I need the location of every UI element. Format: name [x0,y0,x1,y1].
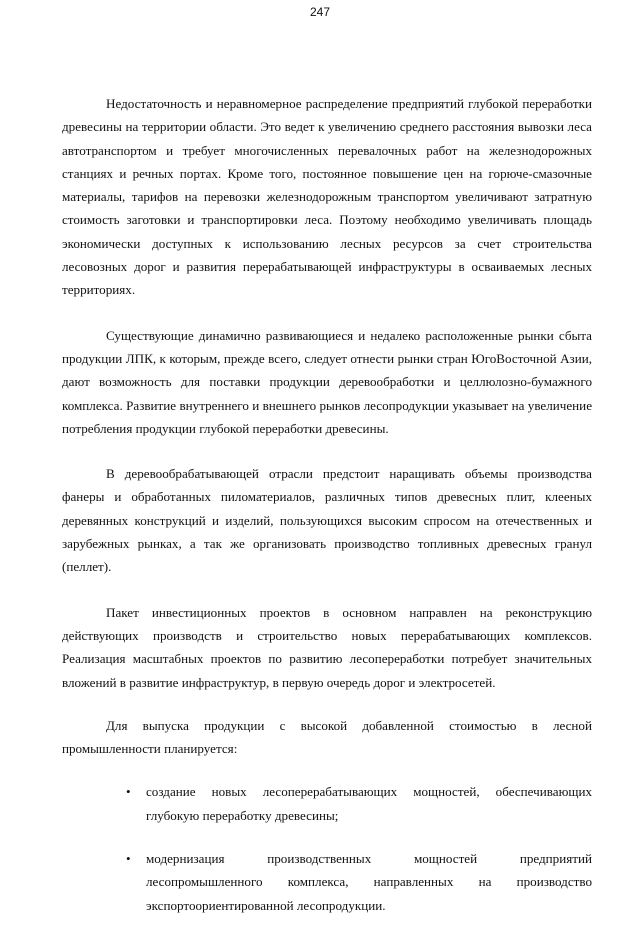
list-item [62,780,592,827]
paragraph-infrastructure: Недостаточность и неравномерное распределение предприятий глубокой переработки древесины на территории области. Это ведет к увеличению среднего расстояния вывозки леса автотранспортом и требует многочисленных перевалочных работ на железнодорожных станциях и речных портах. Кроме того, постоянное повышение цен на горюче-смазочные материалы, тарифов на перевозки железнодорожным транспортом увеличивают затратную стоимость заготовки и транспортировки леса. Поэтому необходимо увеличивать площадь экономически доступных к использованию лесных ресурсов за счет строительства лесовозных дорог и развития перерабатывающей инфраструктуры в осваиваемых лесных территориях. [62,96,592,298]
paragraph-plan-intro: Для выпуска продукции с высокой добавленной стоимостью в лесной промышленности планируется: [62,717,592,757]
list-item-text: создание новых лесоперерабатывающих мощностей, обеспечивающих глубокую переработку древесины; [146,784,592,823]
bullet-icon: • [126,851,131,867]
paragraph-woodworking: В деревообрабатывающей отрасли предстоит наращивать объемы производства фанеры и обработанных пиломатериалов, различных типов древесных плит, клееных деревянных конструкций и изделий, пользующихся высоким спросом на отечественных и зарубежных рынках, а так же организовать производство топливных древесных гранул (пеллет). [62,466,592,575]
list-item [62,847,592,917]
list-item-text: модернизация производственных мощностей предприятий лесопромышленного комплекса, направленных на производство экспортоориентированной лесопродукции. [146,851,592,913]
bullet-icon: • [126,784,131,800]
paragraph-investment: Пакет инвестиционных проектов в основном направлен на реконструкцию действующих производств и строительство новых перерабатывающих комплексов. Реализация масштабных проектов по развитию лесопереработки потребует значительных вложений в развитие инфраструктур, в первую очередь дорог и электросетей. [62,604,592,690]
paragraph-markets: Существующие динамично развивающиеся и недалеко расположенные рынки сбыта продукции ЛПК, к которым, прежде всего, следует отнести рынки стран ЮгоВосточной Азии, дают возможность для поставки продукции деревообработки и целлюлозно-бумажного комплекса. Развитие внутреннего и внешнего рынков лесопродукции указывает на увеличение потребления продукции глубокой переработки древесины. [62,327,592,436]
document-body [62,92,592,937]
planned-measures-list [62,780,592,916]
page-number: 247 [309,5,331,19]
